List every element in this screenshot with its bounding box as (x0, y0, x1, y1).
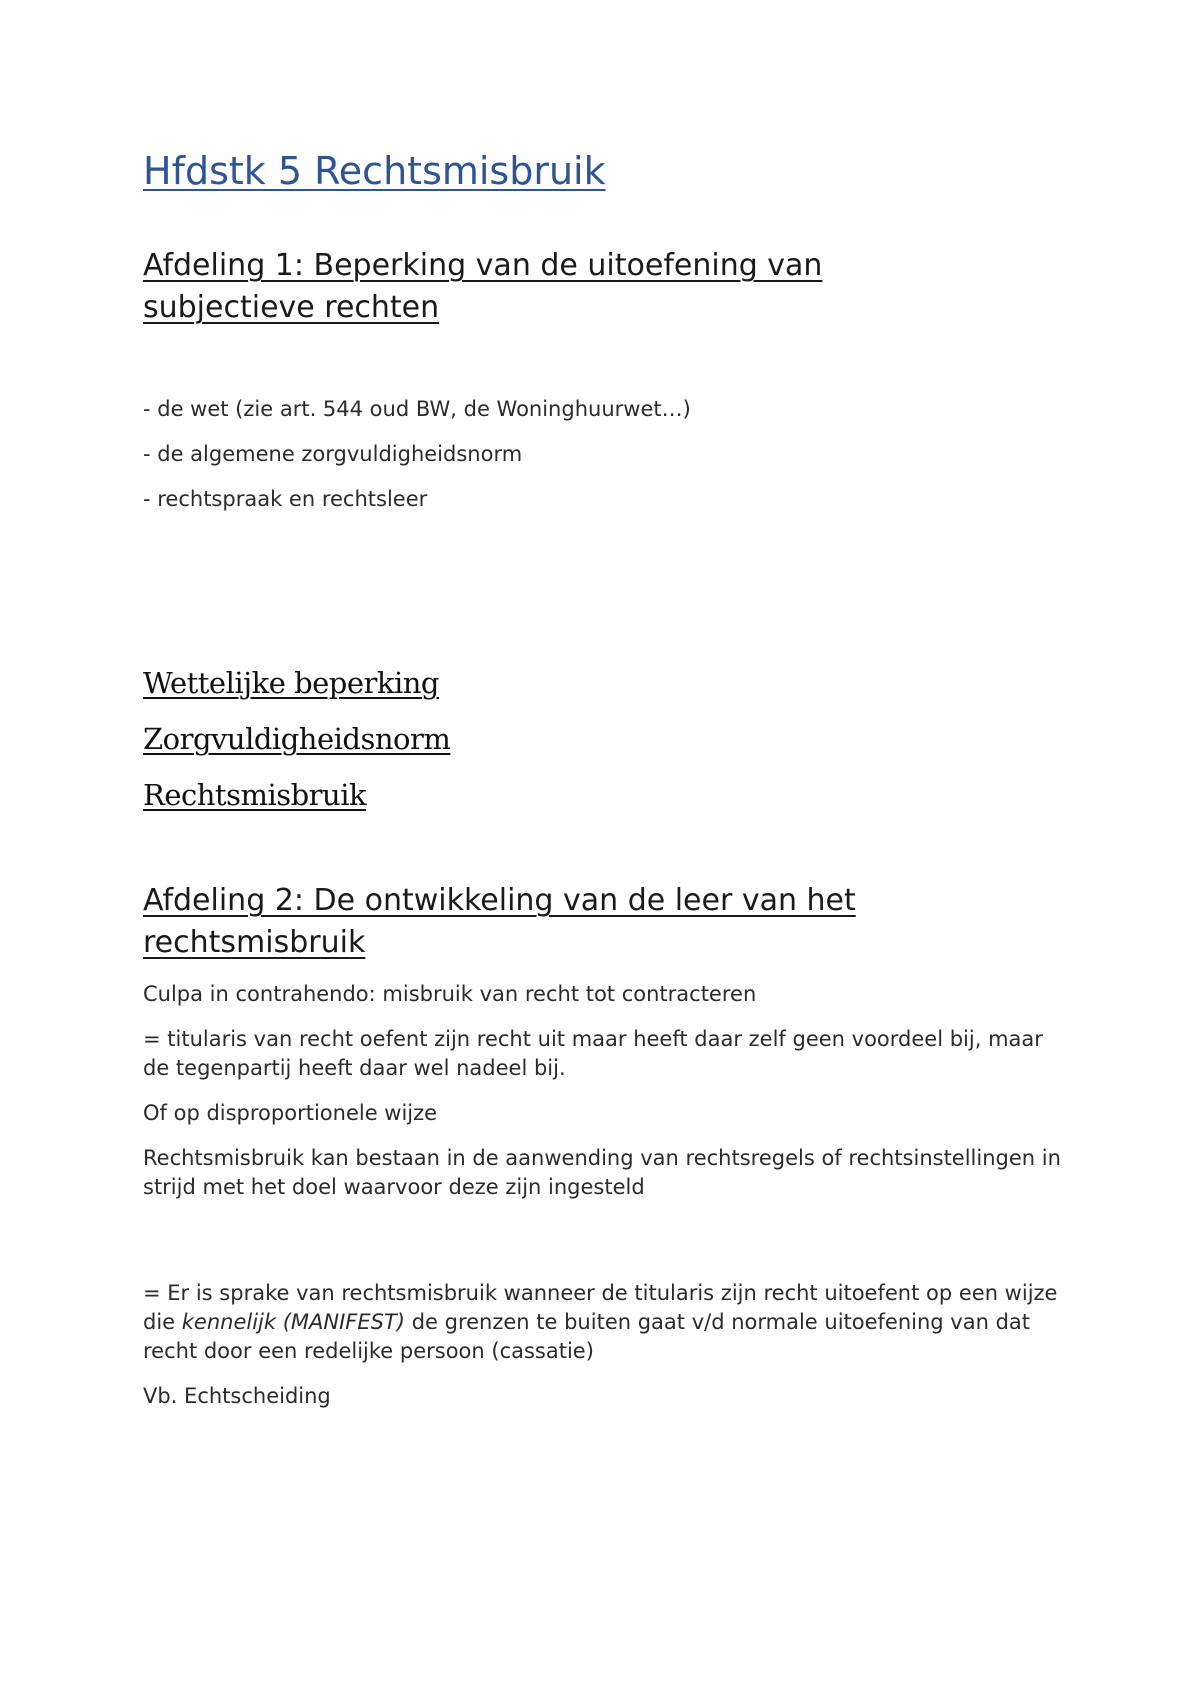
section-heading-1: Afdeling 1: Beperking van de uitoefening van subjectieve rechten (143, 248, 823, 325)
subheading-rechtsmisbruik: Rechtsmisbruik (143, 778, 367, 812)
definition-emphasis: kennelijk (MANIFEST) (181, 1310, 406, 1334)
paragraph-disproportioneel: Of op disproportionele wijze (143, 1101, 438, 1125)
definition-text-end: de grenzen te buiten gaat v/d normale uitoefening van dat recht door een redelijke persoon (cassatie) (143, 1310, 1031, 1363)
list-item-wet: - de wet (zie art. 544 oud BW, de Woninghuurwet…) (143, 397, 691, 421)
paragraph-definition (143, 1279, 1073, 1366)
subheading-zorgvuldigheidsnorm: Zorgvuldigheidsnorm (143, 722, 451, 756)
list-item-zorgvuldigheidsnorm: - de algemene zorgvuldigheidsnorm (143, 442, 523, 466)
document-title: Hfdstk 5 Rechtsmisbruik (143, 149, 606, 193)
paragraph-titularis: = titularis van recht oefent zijn recht uit maar heeft daar zelf geen voordeel bij, maar de tegenpartij heeft daar wel nadeel bij. (143, 1027, 1043, 1080)
section-heading-2: Afdeling 2: De ontwikkeling van de leer van het rechtsmisbruik (143, 883, 856, 960)
paragraph-culpa: Culpa in contrahendo: misbruik van recht tot contracteren (143, 982, 757, 1006)
definition-text-start: = Er is sprake van rechtsmisbruik wanneer de titularis zijn recht uitoefent op een wijze die (143, 1281, 1058, 1334)
paragraph-example: Vb. Echtscheiding (143, 1384, 331, 1408)
subheading-wettelijke-beperking: Wettelijke beperking (143, 666, 439, 700)
paragraph-aanwending: Rechtsmisbruik kan bestaan in de aanwending van rechtsregels of rechtsinstellingen in strijd met het doel waarvoor deze zijn ingesteld (143, 1146, 1061, 1199)
list-item-rechtspraak: - rechtspraak en rechtsleer (143, 487, 428, 511)
